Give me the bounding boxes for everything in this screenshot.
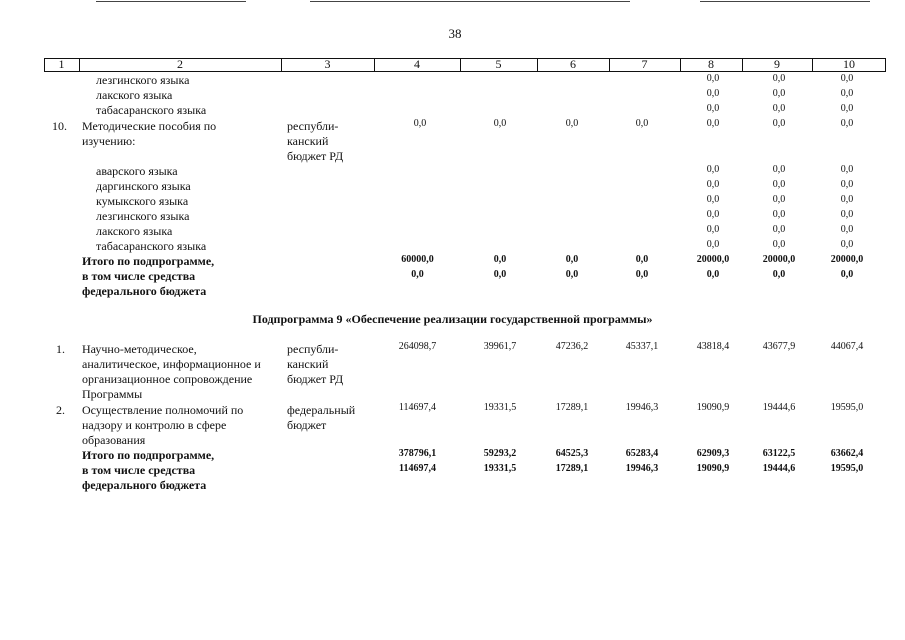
cell-value: 0,0 bbox=[772, 88, 786, 99]
cell-value: 0,0 bbox=[840, 194, 854, 205]
total-value: 17289,1 bbox=[555, 463, 589, 474]
total-value: 0,0 bbox=[772, 269, 786, 280]
funding-source: федеральный bbox=[287, 403, 356, 417]
row-label: Методические пособия по bbox=[82, 119, 217, 133]
row-label: табасаранского языка bbox=[96, 239, 207, 253]
cell-value: 0,0 bbox=[706, 164, 720, 175]
total-value: 19444,6 bbox=[762, 463, 796, 474]
row-number: 1. bbox=[56, 342, 65, 356]
funding-source: бюджет РД bbox=[287, 372, 344, 386]
cell-value: 0,0 bbox=[772, 209, 786, 220]
cell-value: 0,0 bbox=[772, 164, 786, 175]
cell-value: 0,0 bbox=[840, 164, 854, 175]
cell-value: 19946,3 bbox=[625, 402, 659, 413]
row-label: аварского языка bbox=[96, 164, 178, 178]
cell-value: 47236,2 bbox=[555, 341, 589, 352]
row-number: 2. bbox=[56, 403, 65, 417]
total-value: 19946,3 bbox=[625, 463, 659, 474]
cell-value: 0,0 bbox=[772, 118, 786, 129]
cell-value: 0,0 bbox=[706, 179, 720, 190]
total-label: в том числе средства bbox=[82, 269, 196, 283]
total-value: 60000,0 bbox=[401, 254, 434, 265]
column-header: 1 bbox=[58, 57, 65, 71]
cell-value: 0,0 bbox=[840, 88, 854, 99]
total-value: 20000,0 bbox=[696, 254, 730, 265]
page-number: 38 bbox=[448, 26, 462, 41]
total-value: 20000,0 bbox=[762, 254, 796, 265]
total-value: 19595,0 bbox=[830, 463, 864, 474]
row-label: организационное сопровождение bbox=[82, 372, 253, 386]
total-label: в том числе средства bbox=[82, 463, 196, 477]
cell-value: 39961,7 bbox=[483, 341, 517, 352]
row-label: изучению: bbox=[82, 134, 136, 148]
column-header: 7 bbox=[641, 57, 648, 71]
row-label: даргинского языка bbox=[96, 179, 191, 193]
column-header: 10 bbox=[843, 57, 855, 71]
total-value: 0,0 bbox=[411, 269, 424, 280]
row-label: Программы bbox=[82, 387, 143, 401]
cell-value: 44067,4 bbox=[830, 341, 864, 352]
total-value: 0,0 bbox=[565, 269, 579, 280]
cell-value: 0,0 bbox=[840, 209, 854, 220]
total-value: 0,0 bbox=[493, 269, 507, 280]
cell-value: 0,0 bbox=[840, 118, 854, 129]
total-label: Итого по подпрограмме, bbox=[82, 254, 215, 268]
funding-source: канский bbox=[287, 134, 329, 148]
total-value: 59293,2 bbox=[483, 448, 517, 459]
total-label: Итого по подпрограмме, bbox=[82, 448, 215, 462]
row-label: табасаранского языка bbox=[96, 103, 207, 117]
row-label: лакского языка bbox=[96, 88, 173, 102]
total-value: 0,0 bbox=[840, 269, 854, 280]
funding-source: бюджет bbox=[287, 418, 327, 432]
cell-value: 0,0 bbox=[706, 73, 720, 84]
funding-source: республи- bbox=[287, 342, 339, 356]
cell-value: 19090,9 bbox=[696, 402, 730, 413]
cell-value: 0,0 bbox=[493, 118, 507, 129]
cell-value: 0,0 bbox=[772, 239, 786, 250]
column-header: 3 bbox=[324, 57, 331, 71]
row-label: Научно-методическое, bbox=[82, 342, 197, 356]
total-value: 378796,1 bbox=[398, 448, 437, 459]
row-label: надзору и контролю в сфере bbox=[82, 418, 227, 432]
funding-source: канский bbox=[287, 357, 329, 371]
total-value: 63122,5 bbox=[762, 448, 796, 459]
cell-value: 264098,7 bbox=[398, 341, 437, 352]
total-value: 0,0 bbox=[635, 269, 649, 280]
cell-value: 17289,1 bbox=[555, 402, 589, 413]
cell-value: 0,0 bbox=[635, 118, 649, 129]
row-label: лезгинского языка bbox=[96, 73, 190, 87]
total-label: федерального бюджета bbox=[82, 478, 207, 492]
cell-value: 0,0 bbox=[706, 209, 720, 220]
total-label: федерального бюджета bbox=[82, 284, 207, 298]
cell-value: 19595,0 bbox=[830, 402, 864, 413]
cell-value: 0,0 bbox=[840, 73, 854, 84]
row-number: 10. bbox=[52, 119, 67, 133]
cell-value: 19444,6 bbox=[762, 402, 796, 413]
cell-value: 19331,5 bbox=[483, 402, 517, 413]
cell-value: 0,0 bbox=[706, 194, 720, 205]
column-header: 5 bbox=[495, 57, 502, 71]
cell-value: 0,0 bbox=[772, 194, 786, 205]
row-label: образования bbox=[82, 433, 146, 447]
column-header: 4 bbox=[414, 57, 420, 71]
cell-value: 0,0 bbox=[565, 118, 579, 129]
total-value: 0,0 bbox=[565, 254, 579, 265]
total-value: 0,0 bbox=[706, 269, 720, 280]
cell-value: 0,0 bbox=[413, 118, 427, 129]
cell-value: 0,0 bbox=[706, 88, 720, 99]
column-header: 2 bbox=[177, 57, 183, 71]
cell-value: 45337,1 bbox=[625, 341, 659, 352]
cell-value: 43677,9 bbox=[762, 341, 796, 352]
total-value: 19090,9 bbox=[696, 463, 730, 474]
cell-value: 0,0 bbox=[840, 103, 854, 114]
cell-value: 0,0 bbox=[772, 103, 786, 114]
cell-value: 0,0 bbox=[840, 239, 854, 250]
row-label: лезгинского языка bbox=[96, 209, 190, 223]
row-label: аналитическое, информационное и bbox=[82, 357, 261, 371]
top-rule-left bbox=[96, 1, 246, 2]
total-value: 114697,4 bbox=[399, 463, 436, 474]
total-value: 0,0 bbox=[493, 254, 507, 265]
cell-value: 0,0 bbox=[840, 224, 854, 235]
funding-source: бюджет РД bbox=[287, 149, 344, 163]
total-value: 64525,3 bbox=[555, 448, 589, 459]
cell-value: 0,0 bbox=[706, 118, 720, 129]
total-value: 20000,0 bbox=[830, 254, 864, 265]
cell-value: 0,0 bbox=[772, 224, 786, 235]
cell-value: 114697,4 bbox=[398, 402, 437, 413]
cell-value: 43818,4 bbox=[696, 341, 730, 352]
total-value: 65283,4 bbox=[625, 448, 659, 459]
cell-value: 0,0 bbox=[706, 103, 720, 114]
cell-value: 0,0 bbox=[706, 239, 720, 250]
cell-value: 0,0 bbox=[840, 179, 854, 190]
cell-value: 0,0 bbox=[772, 73, 786, 84]
total-value: 62909,3 bbox=[696, 448, 730, 459]
row-label: Осуществление полномочий по bbox=[82, 403, 244, 417]
top-rule-right bbox=[700, 1, 870, 2]
cell-value: 0,0 bbox=[772, 179, 786, 190]
total-value: 63662,4 bbox=[830, 448, 864, 459]
cell-value: 0,0 bbox=[706, 224, 720, 235]
top-rule-middle bbox=[310, 1, 630, 2]
total-value: 19331,5 bbox=[483, 463, 517, 474]
row-label: кумыкского языка bbox=[96, 194, 189, 208]
row-label: лакского языка bbox=[96, 224, 173, 238]
column-header: 6 bbox=[570, 57, 576, 71]
total-value: 0,0 bbox=[635, 254, 649, 265]
column-header: 9 bbox=[774, 57, 780, 71]
subprogram-heading: Подпрограмма 9 «Обеспечение реализации государственной программы» bbox=[252, 312, 653, 326]
funding-source: республи- bbox=[287, 119, 339, 133]
column-header: 8 bbox=[708, 57, 714, 71]
